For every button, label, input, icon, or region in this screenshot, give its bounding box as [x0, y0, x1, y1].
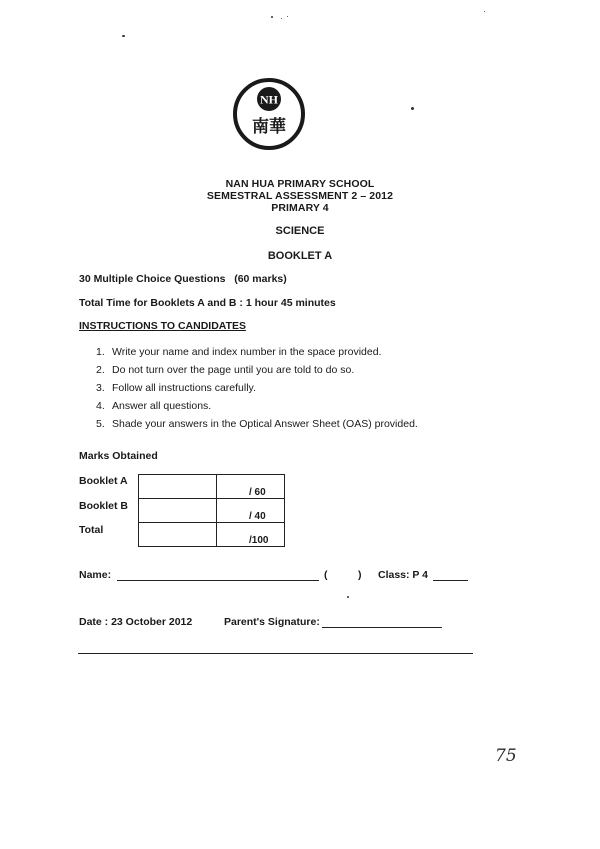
- marks-heading: Marks Obtained: [79, 450, 158, 462]
- instruction-text: Answer all questions.: [112, 400, 212, 412]
- instruction-text: Follow all instructions carefully.: [112, 382, 256, 394]
- marks-table: [138, 474, 285, 547]
- instructions-list: [96, 343, 516, 433]
- signature-label: Parent's Signature:: [224, 616, 320, 628]
- instruction-number: 5.: [96, 418, 105, 430]
- total-cell: / 60: [217, 475, 285, 499]
- instructions-heading: INSTRUCTIONS TO CANDIDATES: [79, 320, 247, 332]
- school-logo: [232, 77, 306, 151]
- logo-monogram: NH: [260, 92, 278, 107]
- marks-row: [139, 499, 285, 523]
- instruction-text: Do not turn over the page until you are told to do so.: [112, 364, 355, 376]
- school-name: NAN HUA PRIMARY SCHOOL: [225, 178, 375, 190]
- class-field[interactable]: [433, 568, 468, 581]
- score-cell[interactable]: [139, 523, 217, 547]
- exam-title: SEMESTRAL ASSESSMENT 2 – 2012: [206, 190, 394, 202]
- total-cell: / 40: [217, 499, 285, 523]
- date-label: Date : 23 October 2012: [79, 616, 193, 628]
- bottom-rule: [78, 653, 473, 654]
- questions-count: 30 Multiple Choice Questions: [79, 273, 226, 285]
- questions-info: [79, 273, 287, 285]
- index-open-paren: (: [324, 569, 328, 581]
- score-cell[interactable]: [139, 499, 217, 523]
- instruction-number: 3.: [96, 382, 105, 394]
- scan-speck: [281, 18, 282, 19]
- level-label: PRIMARY 4: [271, 202, 329, 214]
- scan-speck: [287, 16, 288, 17]
- scan-speck: [347, 596, 349, 598]
- index-close-paren: ): [358, 569, 362, 581]
- logo-chinese-name: 南華: [252, 117, 286, 137]
- name-label: Name:: [79, 569, 112, 581]
- marks-info: (60 marks): [234, 273, 287, 285]
- class-label: Class: P 4: [378, 569, 429, 581]
- signature-field[interactable]: [322, 615, 442, 628]
- instruction-item: [96, 415, 516, 433]
- instruction-item: [96, 361, 516, 379]
- instruction-item: [96, 397, 516, 415]
- marks-row-label: Total: [79, 524, 104, 536]
- marks-row-label: Booklet A: [79, 475, 128, 487]
- score-cell[interactable]: [139, 475, 217, 499]
- instruction-number: 4.: [96, 400, 105, 412]
- instruction-item: [96, 379, 516, 397]
- instruction-number: 1.: [96, 346, 105, 358]
- scan-speck: [271, 16, 273, 18]
- marks-row-label: Booklet B: [79, 500, 129, 512]
- subject-title: SCIENCE: [275, 225, 325, 237]
- scan-speck: [411, 107, 414, 110]
- marks-row: [139, 523, 285, 547]
- scan-speck: [122, 35, 125, 37]
- marks-row: [139, 475, 285, 499]
- booklet-title: BOOKLET A: [267, 250, 333, 262]
- instruction-item: [96, 343, 516, 361]
- handwritten-score: 75: [495, 746, 517, 766]
- instruction-number: 2.: [96, 364, 105, 376]
- total-cell: /100: [217, 523, 285, 547]
- scan-speck: [484, 11, 485, 12]
- name-field[interactable]: [117, 568, 319, 581]
- instruction-text: Write your name and index number in the space provided.: [112, 346, 382, 358]
- index-number-field[interactable]: [331, 568, 355, 580]
- instruction-text: Shade your answers in the Optical Answer Sheet (OAS) provided.: [112, 418, 418, 430]
- time-info: Total Time for Booklets A and B : 1 hour 45 minutes: [79, 297, 336, 309]
